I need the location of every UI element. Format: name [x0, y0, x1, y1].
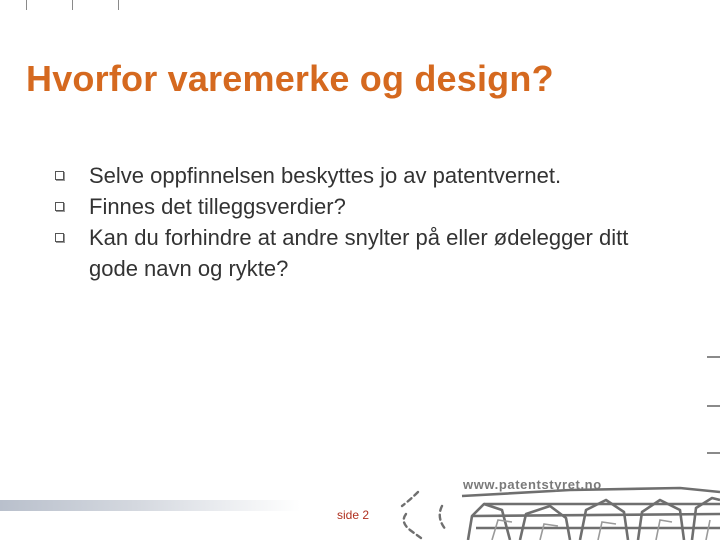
tick-mark: [26, 0, 27, 10]
bullet-text: Finnes det tilleggsverdier?: [89, 194, 346, 219]
edge-mark: [707, 452, 720, 454]
bullet-item: [55, 191, 675, 222]
bullet-item: [55, 160, 675, 191]
hollow-square-bullet-icon: [55, 171, 64, 180]
bullet-text: Kan du forhindre at andre snylter på eller ødelegger ditt gode navn og rykte?: [89, 225, 629, 281]
hollow-square-bullet-icon: [55, 233, 64, 242]
page-number: side 2: [337, 508, 370, 522]
footer-gradient-bar: [0, 500, 300, 511]
bullet-item: [55, 222, 675, 284]
bullet-list: [55, 160, 675, 284]
tick-mark: [118, 0, 119, 10]
edge-mark: [707, 356, 720, 358]
website-url: www.patentstyret.no: [463, 477, 602, 492]
tick-mark: [72, 0, 73, 10]
slide-title: Hvorfor varemerke og design?: [26, 58, 554, 99]
hollow-square-bullet-icon: [55, 202, 64, 211]
bullet-text: Selve oppfinnelsen beskyttes jo av patentvernet.: [89, 163, 562, 188]
edge-mark: [707, 405, 720, 407]
